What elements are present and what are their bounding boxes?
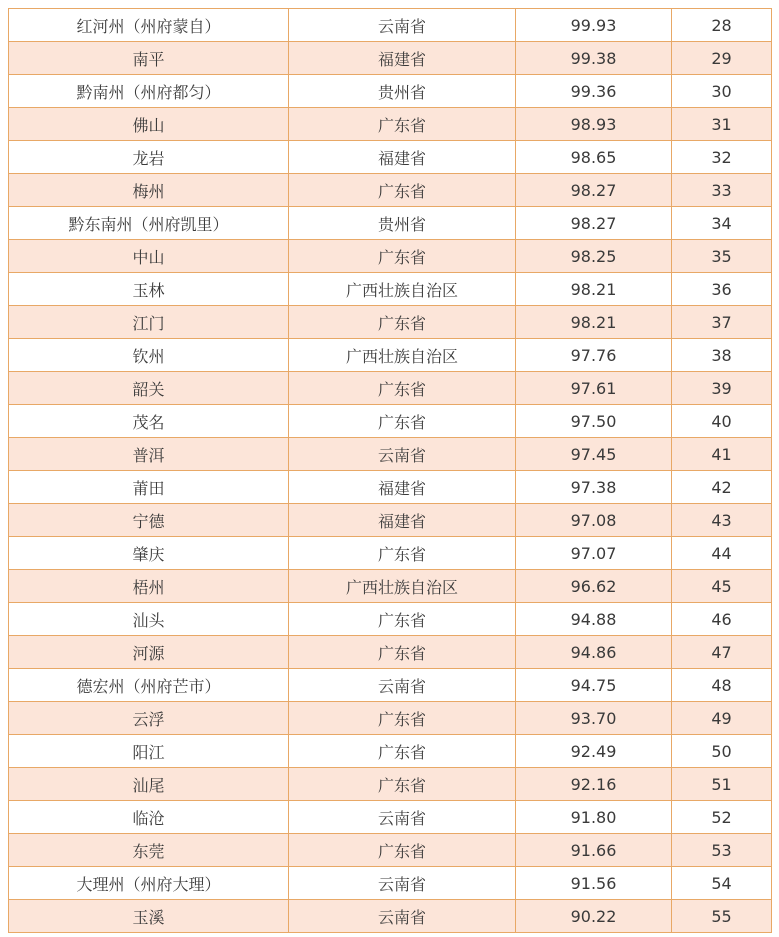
score-cell: 98.27 bbox=[516, 207, 672, 240]
province-cell: 广东省 bbox=[289, 240, 516, 273]
score-cell: 90.22 bbox=[516, 900, 672, 933]
city-cell: 黔东南州（州府凯里） bbox=[9, 207, 289, 240]
table-row bbox=[9, 141, 772, 174]
province-cell: 福建省 bbox=[289, 141, 516, 174]
rank-cell: 33 bbox=[672, 174, 772, 207]
score-cell: 91.56 bbox=[516, 867, 672, 900]
rank-cell: 42 bbox=[672, 471, 772, 504]
province-cell: 贵州省 bbox=[289, 75, 516, 108]
city-cell: 韶关 bbox=[9, 372, 289, 405]
table-row bbox=[9, 240, 772, 273]
rank-cell: 31 bbox=[672, 108, 772, 141]
city-cell: 云浮 bbox=[9, 702, 289, 735]
city-cell: 大理州（州府大理） bbox=[9, 867, 289, 900]
table-row bbox=[9, 636, 772, 669]
city-cell: 莆田 bbox=[9, 471, 289, 504]
table-row bbox=[9, 735, 772, 768]
city-cell: 佛山 bbox=[9, 108, 289, 141]
table-row bbox=[9, 339, 772, 372]
table-row bbox=[9, 537, 772, 570]
city-cell: 汕尾 bbox=[9, 768, 289, 801]
table-row bbox=[9, 372, 772, 405]
ranking-table-body bbox=[9, 9, 772, 933]
score-cell: 98.65 bbox=[516, 141, 672, 174]
score-cell: 99.38 bbox=[516, 42, 672, 75]
score-cell: 97.50 bbox=[516, 405, 672, 438]
table-row bbox=[9, 570, 772, 603]
province-cell: 广东省 bbox=[289, 306, 516, 339]
rank-cell: 45 bbox=[672, 570, 772, 603]
table-row bbox=[9, 471, 772, 504]
score-cell: 97.07 bbox=[516, 537, 672, 570]
province-cell: 广东省 bbox=[289, 735, 516, 768]
rank-cell: 53 bbox=[672, 834, 772, 867]
city-cell: 德宏州（州府芒市） bbox=[9, 669, 289, 702]
city-cell: 梅州 bbox=[9, 174, 289, 207]
province-cell: 广东省 bbox=[289, 834, 516, 867]
city-cell: 肇庆 bbox=[9, 537, 289, 570]
city-cell: 梧州 bbox=[9, 570, 289, 603]
score-cell: 91.80 bbox=[516, 801, 672, 834]
city-cell: 河源 bbox=[9, 636, 289, 669]
rank-cell: 40 bbox=[672, 405, 772, 438]
rank-cell: 30 bbox=[672, 75, 772, 108]
province-cell: 云南省 bbox=[289, 438, 516, 471]
table-row bbox=[9, 405, 772, 438]
score-cell: 99.93 bbox=[516, 9, 672, 42]
rank-cell: 35 bbox=[672, 240, 772, 273]
rank-cell: 36 bbox=[672, 273, 772, 306]
table-row bbox=[9, 867, 772, 900]
score-cell: 97.08 bbox=[516, 504, 672, 537]
city-cell: 汕头 bbox=[9, 603, 289, 636]
table-row bbox=[9, 603, 772, 636]
province-cell: 广东省 bbox=[289, 174, 516, 207]
rank-cell: 47 bbox=[672, 636, 772, 669]
province-cell: 云南省 bbox=[289, 801, 516, 834]
province-cell: 福建省 bbox=[289, 42, 516, 75]
province-cell: 广西壮族自治区 bbox=[289, 273, 516, 306]
table-row bbox=[9, 438, 772, 471]
score-cell: 98.27 bbox=[516, 174, 672, 207]
province-cell: 广东省 bbox=[289, 702, 516, 735]
city-cell: 阳江 bbox=[9, 735, 289, 768]
table-row bbox=[9, 669, 772, 702]
province-cell: 广东省 bbox=[289, 537, 516, 570]
score-cell: 94.86 bbox=[516, 636, 672, 669]
rank-cell: 52 bbox=[672, 801, 772, 834]
rank-cell: 28 bbox=[672, 9, 772, 42]
score-cell: 98.93 bbox=[516, 108, 672, 141]
province-cell: 云南省 bbox=[289, 867, 516, 900]
rank-cell: 41 bbox=[672, 438, 772, 471]
city-cell: 宁德 bbox=[9, 504, 289, 537]
ranking-table bbox=[8, 8, 772, 933]
score-cell: 97.76 bbox=[516, 339, 672, 372]
table-row bbox=[9, 207, 772, 240]
table-row bbox=[9, 504, 772, 537]
province-cell: 云南省 bbox=[289, 9, 516, 42]
province-cell: 福建省 bbox=[289, 471, 516, 504]
rank-cell: 39 bbox=[672, 372, 772, 405]
table-row bbox=[9, 42, 772, 75]
table-row bbox=[9, 900, 772, 933]
province-cell: 广东省 bbox=[289, 636, 516, 669]
city-cell: 临沧 bbox=[9, 801, 289, 834]
province-cell: 云南省 bbox=[289, 669, 516, 702]
table-row bbox=[9, 834, 772, 867]
province-cell: 广东省 bbox=[289, 372, 516, 405]
table-row bbox=[9, 108, 772, 141]
province-cell: 广西壮族自治区 bbox=[289, 570, 516, 603]
rank-cell: 44 bbox=[672, 537, 772, 570]
score-cell: 92.49 bbox=[516, 735, 672, 768]
province-cell: 广东省 bbox=[289, 405, 516, 438]
score-cell: 97.45 bbox=[516, 438, 672, 471]
table-row bbox=[9, 702, 772, 735]
score-cell: 98.25 bbox=[516, 240, 672, 273]
rank-cell: 49 bbox=[672, 702, 772, 735]
rank-cell: 50 bbox=[672, 735, 772, 768]
table-row bbox=[9, 174, 772, 207]
city-cell: 江门 bbox=[9, 306, 289, 339]
city-cell: 中山 bbox=[9, 240, 289, 273]
province-cell: 广东省 bbox=[289, 768, 516, 801]
rank-cell: 34 bbox=[672, 207, 772, 240]
score-cell: 94.75 bbox=[516, 669, 672, 702]
rank-cell: 48 bbox=[672, 669, 772, 702]
city-cell: 钦州 bbox=[9, 339, 289, 372]
score-cell: 96.62 bbox=[516, 570, 672, 603]
score-cell: 98.21 bbox=[516, 273, 672, 306]
score-cell: 98.21 bbox=[516, 306, 672, 339]
rank-cell: 54 bbox=[672, 867, 772, 900]
rank-cell: 38 bbox=[672, 339, 772, 372]
province-cell: 广西壮族自治区 bbox=[289, 339, 516, 372]
rank-cell: 32 bbox=[672, 141, 772, 174]
city-cell: 普洱 bbox=[9, 438, 289, 471]
rank-cell: 46 bbox=[672, 603, 772, 636]
ranking-table-container bbox=[8, 8, 771, 933]
province-cell: 福建省 bbox=[289, 504, 516, 537]
city-cell: 玉林 bbox=[9, 273, 289, 306]
table-row bbox=[9, 273, 772, 306]
rank-cell: 29 bbox=[672, 42, 772, 75]
rank-cell: 37 bbox=[672, 306, 772, 339]
rank-cell: 55 bbox=[672, 900, 772, 933]
table-row bbox=[9, 75, 772, 108]
table-row bbox=[9, 768, 772, 801]
province-cell: 广东省 bbox=[289, 108, 516, 141]
province-cell: 贵州省 bbox=[289, 207, 516, 240]
rank-cell: 43 bbox=[672, 504, 772, 537]
score-cell: 99.36 bbox=[516, 75, 672, 108]
score-cell: 94.88 bbox=[516, 603, 672, 636]
score-cell: 97.38 bbox=[516, 471, 672, 504]
province-cell: 云南省 bbox=[289, 900, 516, 933]
score-cell: 97.61 bbox=[516, 372, 672, 405]
city-cell: 南平 bbox=[9, 42, 289, 75]
rank-cell: 51 bbox=[672, 768, 772, 801]
province-cell: 广东省 bbox=[289, 603, 516, 636]
score-cell: 92.16 bbox=[516, 768, 672, 801]
table-row bbox=[9, 801, 772, 834]
city-cell: 红河州（州府蒙自） bbox=[9, 9, 289, 42]
city-cell: 茂名 bbox=[9, 405, 289, 438]
city-cell: 黔南州（州府都匀） bbox=[9, 75, 289, 108]
city-cell: 龙岩 bbox=[9, 141, 289, 174]
score-cell: 91.66 bbox=[516, 834, 672, 867]
city-cell: 玉溪 bbox=[9, 900, 289, 933]
table-row bbox=[9, 9, 772, 42]
table-row bbox=[9, 306, 772, 339]
score-cell: 93.70 bbox=[516, 702, 672, 735]
city-cell: 东莞 bbox=[9, 834, 289, 867]
